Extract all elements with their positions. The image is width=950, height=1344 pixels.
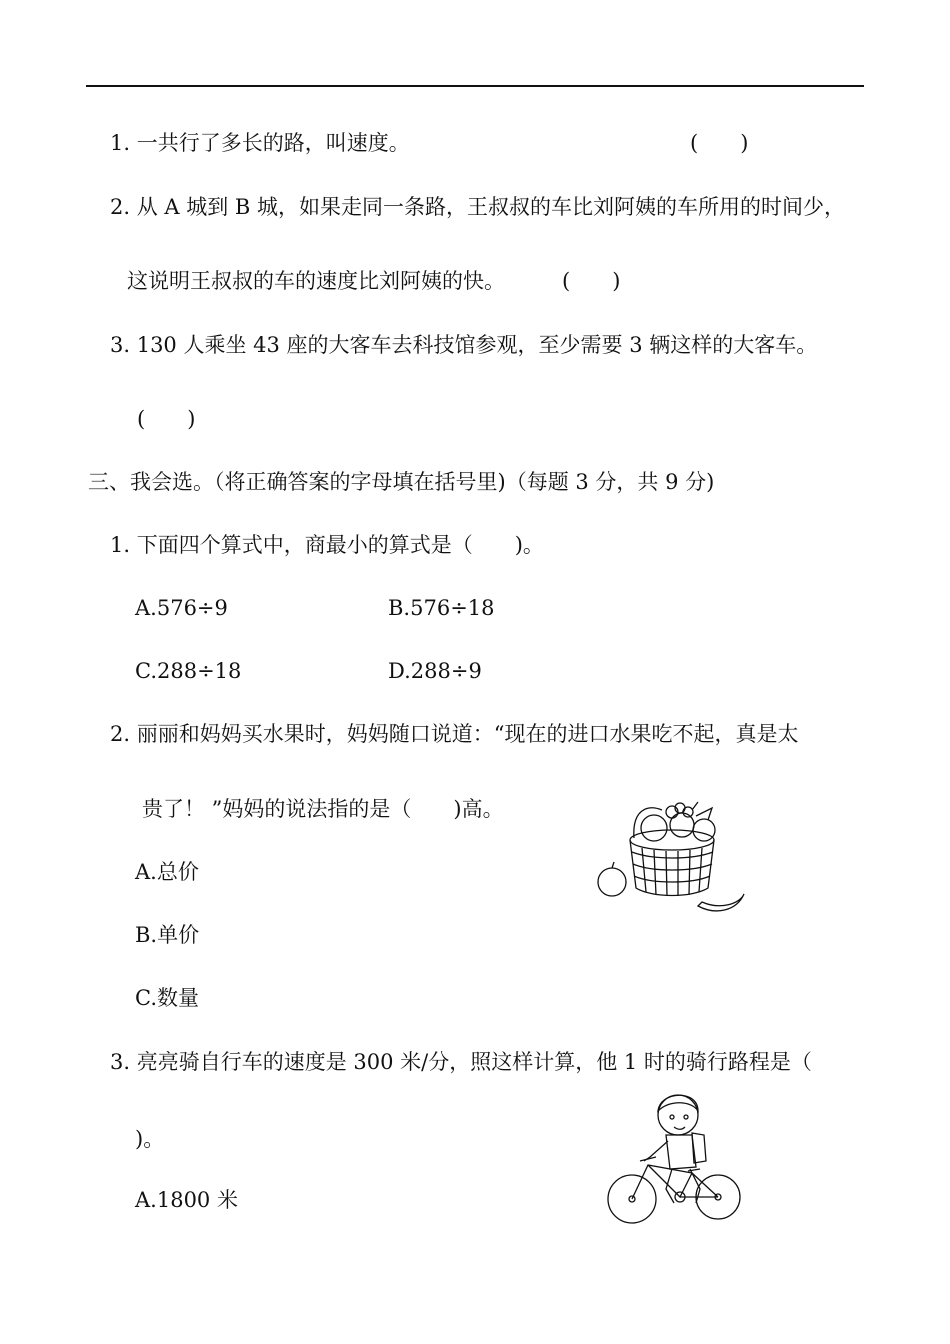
judge-q3-answer-paren[interactable]: ( ) (137, 407, 196, 431)
choice-q2-line2: 贵了！ ”妈妈的说法指的是（ )高。 (142, 797, 504, 821)
choice-q3-option-a: A.1800 米 (135, 1188, 238, 1212)
judge-q1-text: 1. 一共行了多长的路，叫速度。 (110, 131, 410, 155)
judge-q2-line1: 2. 从 A 城到 B 城，如果走同一条路，王叔叔的车比刘阿姨的车所用的时间少， (110, 195, 846, 219)
choice-q3-line2: )。 (135, 1127, 165, 1151)
choice-q1-option-a: A.576÷9 (135, 596, 228, 620)
choice-q1-option-c: C.288÷18 (135, 659, 242, 683)
choice-q2-option-c: C.数量 (135, 986, 199, 1010)
top-rule (86, 85, 864, 87)
choice-q2-line1: 2. 丽丽和妈妈买水果时，妈妈随口说道：“现在的进口水果吃不起，真是太 (110, 722, 799, 746)
choice-q3-line1: 3. 亮亮骑自行车的速度是 300 米/分，照这样计算，他 1 时的骑行路程是（ (110, 1050, 812, 1074)
judge-q2-answer-paren[interactable]: ( ) (562, 269, 621, 293)
boy-on-bicycle-illustration (600, 1085, 750, 1230)
section-heading: 三、我会选。（将正确答案的字母填在括号里)（每题 3 分，共 9 分) (88, 470, 715, 494)
judge-q2-line2: 这说明王叔叔的车的速度比刘阿姨的快。 (127, 269, 505, 293)
choice-q2-option-a: A.总价 (135, 860, 199, 884)
choice-q2-option-b: B.单价 (135, 923, 200, 947)
choice-q1-text: 1. 下面四个算式中，商最小的算式是（ )。 (110, 533, 544, 557)
judge-q1-answer-paren[interactable]: ( ) (690, 131, 749, 155)
choice-q1-option-d: D.288÷9 (388, 659, 482, 683)
judge-q3-line1: 3. 130 人乘坐 43 座的大客车去科技馆参观，至少需要 3 辆这样的大客车。 (110, 333, 818, 357)
fruit-basket-illustration (592, 800, 752, 925)
choice-q1-option-b: B.576÷18 (388, 596, 495, 620)
